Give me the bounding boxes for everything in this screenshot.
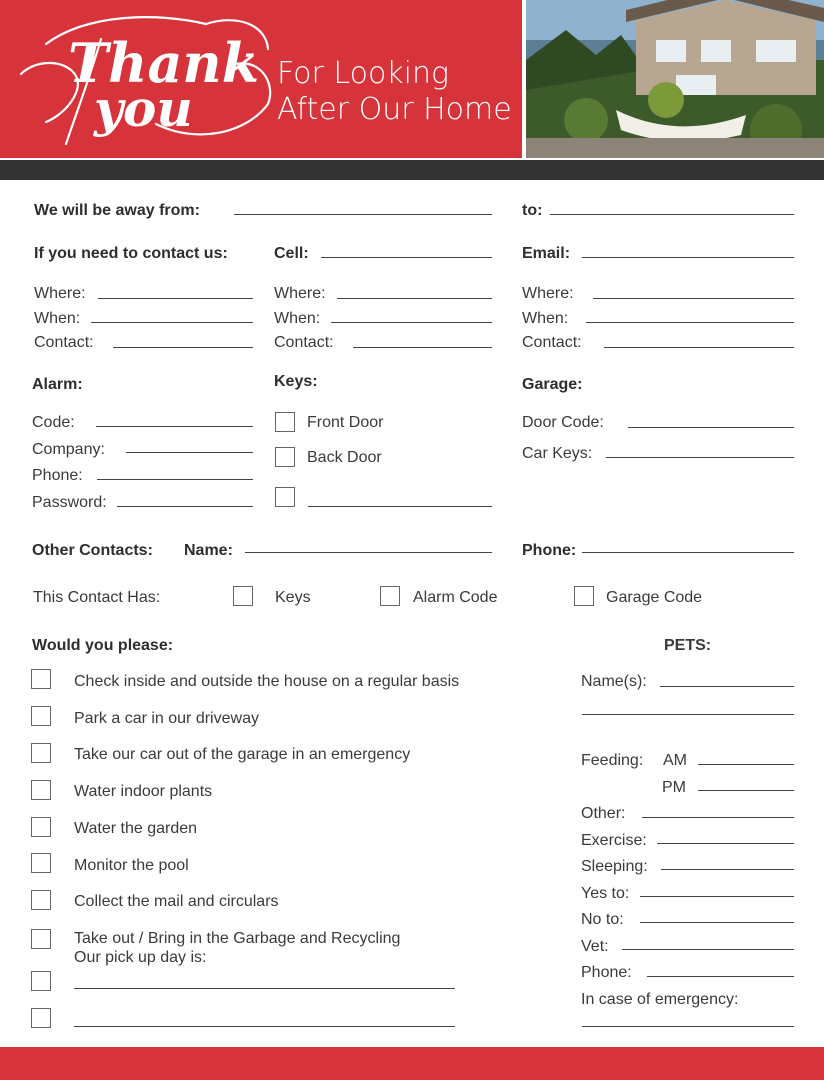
- task-label: Park a car in our driveway: [74, 710, 259, 727]
- cell-label: Cell:: [274, 245, 309, 262]
- pet-phone-label: Phone:: [581, 964, 632, 981]
- feeding-label: Feeding:: [581, 752, 644, 769]
- contact-has-keys-label: Keys: [275, 589, 311, 606]
- alarm-password-field[interactable]: [117, 506, 253, 507]
- door-code-label: Door Code:: [522, 414, 604, 431]
- thank-you-logo: [6, 4, 276, 156]
- cell-field[interactable]: [321, 257, 492, 258]
- task-checkbox[interactable]: [31, 890, 51, 910]
- contact-label-3: Contact:: [522, 334, 582, 351]
- header-divider-bar: [0, 160, 824, 180]
- back-door-label: Back Door: [307, 449, 382, 466]
- task-label: Take our car out of the garage in an emergency: [74, 746, 411, 763]
- away-from-field[interactable]: [234, 214, 492, 215]
- exercise-field[interactable]: [657, 843, 794, 844]
- alarm-code-label: Code:: [32, 414, 75, 431]
- where-label-1: Where:: [34, 285, 86, 302]
- contact-title: If you need to contact us:: [34, 245, 228, 262]
- other-key-checkbox[interactable]: [275, 487, 295, 507]
- please-title: Would you please:: [32, 637, 174, 654]
- svg-text:you: you: [94, 79, 193, 138]
- email-label: Email:: [522, 245, 571, 262]
- task-checkbox[interactable]: [31, 706, 51, 726]
- footer-bar: [0, 1047, 824, 1080]
- when-field-2[interactable]: [331, 322, 492, 323]
- feeding-pm-field[interactable]: [698, 790, 794, 791]
- sleeping-field[interactable]: [661, 869, 794, 870]
- no-to-field[interactable]: [640, 922, 794, 923]
- where-field-1[interactable]: [98, 298, 253, 299]
- pets-title: PETS:: [664, 637, 712, 654]
- yes-to-field[interactable]: [640, 896, 794, 897]
- contact-field-1[interactable]: [113, 347, 253, 348]
- contact-has-alarm-checkbox[interactable]: [380, 586, 400, 606]
- when-label-3: When:: [522, 310, 569, 327]
- car-keys-field[interactable]: [606, 457, 794, 458]
- away-from-label: We will be away from:: [34, 202, 200, 219]
- pet-phone-field[interactable]: [647, 976, 794, 977]
- vet-field[interactable]: [622, 949, 794, 950]
- emergency-label: In case of emergency:: [581, 991, 739, 1008]
- contact-has-keys-checkbox[interactable]: [233, 586, 253, 606]
- contact-has-alarm-label: Alarm Code: [413, 589, 498, 606]
- when-field-1[interactable]: [91, 322, 253, 323]
- task-checkbox[interactable]: [31, 780, 51, 800]
- when-label-2: When:: [274, 310, 321, 327]
- exercise-label: Exercise:: [581, 832, 647, 849]
- yes-to-label: Yes to:: [581, 885, 630, 902]
- alarm-phone-field[interactable]: [97, 479, 253, 480]
- pickup-day-field[interactable]: [74, 988, 455, 989]
- no-to-label: No to:: [581, 911, 624, 928]
- garage-title: Garage:: [522, 376, 583, 393]
- alarm-company-label: Company:: [32, 441, 105, 458]
- alarm-password-label: Password:: [32, 494, 107, 511]
- contact-field-2[interactable]: [353, 347, 492, 348]
- keys-title: Keys:: [274, 373, 318, 390]
- pet-names-field-2[interactable]: [582, 714, 794, 715]
- pickup-day-label: Our pick up day is:: [74, 949, 207, 966]
- emergency-field[interactable]: [582, 1026, 794, 1027]
- task-checkbox[interactable]: [31, 929, 51, 949]
- back-door-checkbox[interactable]: [275, 447, 295, 467]
- task-label: Check inside and outside the house on a regular basis: [74, 673, 460, 690]
- alarm-phone-label: Phone:: [32, 467, 83, 484]
- contact-has-garage-label: Garage Code: [606, 589, 703, 606]
- alarm-company-field[interactable]: [126, 452, 253, 453]
- pet-other-label: Other:: [581, 805, 626, 822]
- when-label-1: When:: [34, 310, 81, 327]
- feeding-am-label: AM: [663, 752, 687, 769]
- pet-names-field[interactable]: [660, 686, 794, 687]
- tagline-line2: After Our Home: [277, 92, 512, 127]
- front-door-label: Front Door: [307, 414, 384, 431]
- task-label: Water indoor plants: [74, 783, 213, 800]
- alarm-title: Alarm:: [32, 376, 83, 393]
- front-door-checkbox[interactable]: [275, 412, 295, 432]
- pet-other-field[interactable]: [642, 817, 794, 818]
- feeding-am-field[interactable]: [698, 764, 794, 765]
- extra-task-field[interactable]: [74, 1026, 455, 1027]
- svg-text:Thank: Thank: [68, 31, 260, 95]
- where-field-3[interactable]: [593, 298, 794, 299]
- other-name-label: Name:: [184, 542, 233, 559]
- contact-label-1: Contact:: [34, 334, 94, 351]
- task-checkbox[interactable]: [31, 817, 51, 837]
- car-keys-label: Car Keys:: [522, 445, 593, 462]
- task-label: Collect the mail and circulars: [74, 893, 279, 910]
- away-to-label: to:: [522, 202, 543, 219]
- contact-has-garage-checkbox[interactable]: [574, 586, 594, 606]
- task-checkbox[interactable]: [31, 1008, 51, 1028]
- contact-label-2: Contact:: [274, 334, 334, 351]
- email-field[interactable]: [582, 257, 794, 258]
- other-contacts-title: Other Contacts:: [32, 542, 153, 559]
- tagline-line1: For Looking: [277, 56, 450, 91]
- when-field-3[interactable]: [586, 322, 794, 323]
- task-checkbox[interactable]: [31, 971, 51, 991]
- pet-names-label: Name(s):: [581, 673, 647, 690]
- task-checkbox[interactable]: [31, 853, 51, 873]
- alarm-code-field[interactable]: [96, 426, 253, 427]
- contact-has-label: This Contact Has:: [33, 589, 161, 606]
- door-code-field[interactable]: [628, 427, 794, 428]
- where-label-2: Where:: [274, 285, 326, 302]
- feeding-pm-label: PM: [662, 779, 686, 796]
- other-name-field[interactable]: [245, 552, 492, 553]
- contact-field-3[interactable]: [604, 347, 794, 348]
- task-checkbox[interactable]: [31, 743, 51, 763]
- vet-label: Vet:: [581, 938, 609, 955]
- other-phone-label: Phone:: [522, 542, 577, 559]
- other-key-field[interactable]: [308, 506, 492, 507]
- task-label: Take out / Bring in the Garbage and Recycling: [74, 930, 401, 947]
- task-label: Monitor the pool: [74, 857, 189, 874]
- where-label-3: Where:: [522, 285, 574, 302]
- task-checkbox[interactable]: [31, 669, 51, 689]
- sleeping-label: Sleeping:: [581, 858, 648, 875]
- other-phone-field[interactable]: [582, 552, 794, 553]
- where-field-2[interactable]: [337, 298, 492, 299]
- task-label: Water the garden: [74, 820, 198, 837]
- away-to-field[interactable]: [550, 214, 794, 215]
- house-photo: [526, 0, 824, 158]
